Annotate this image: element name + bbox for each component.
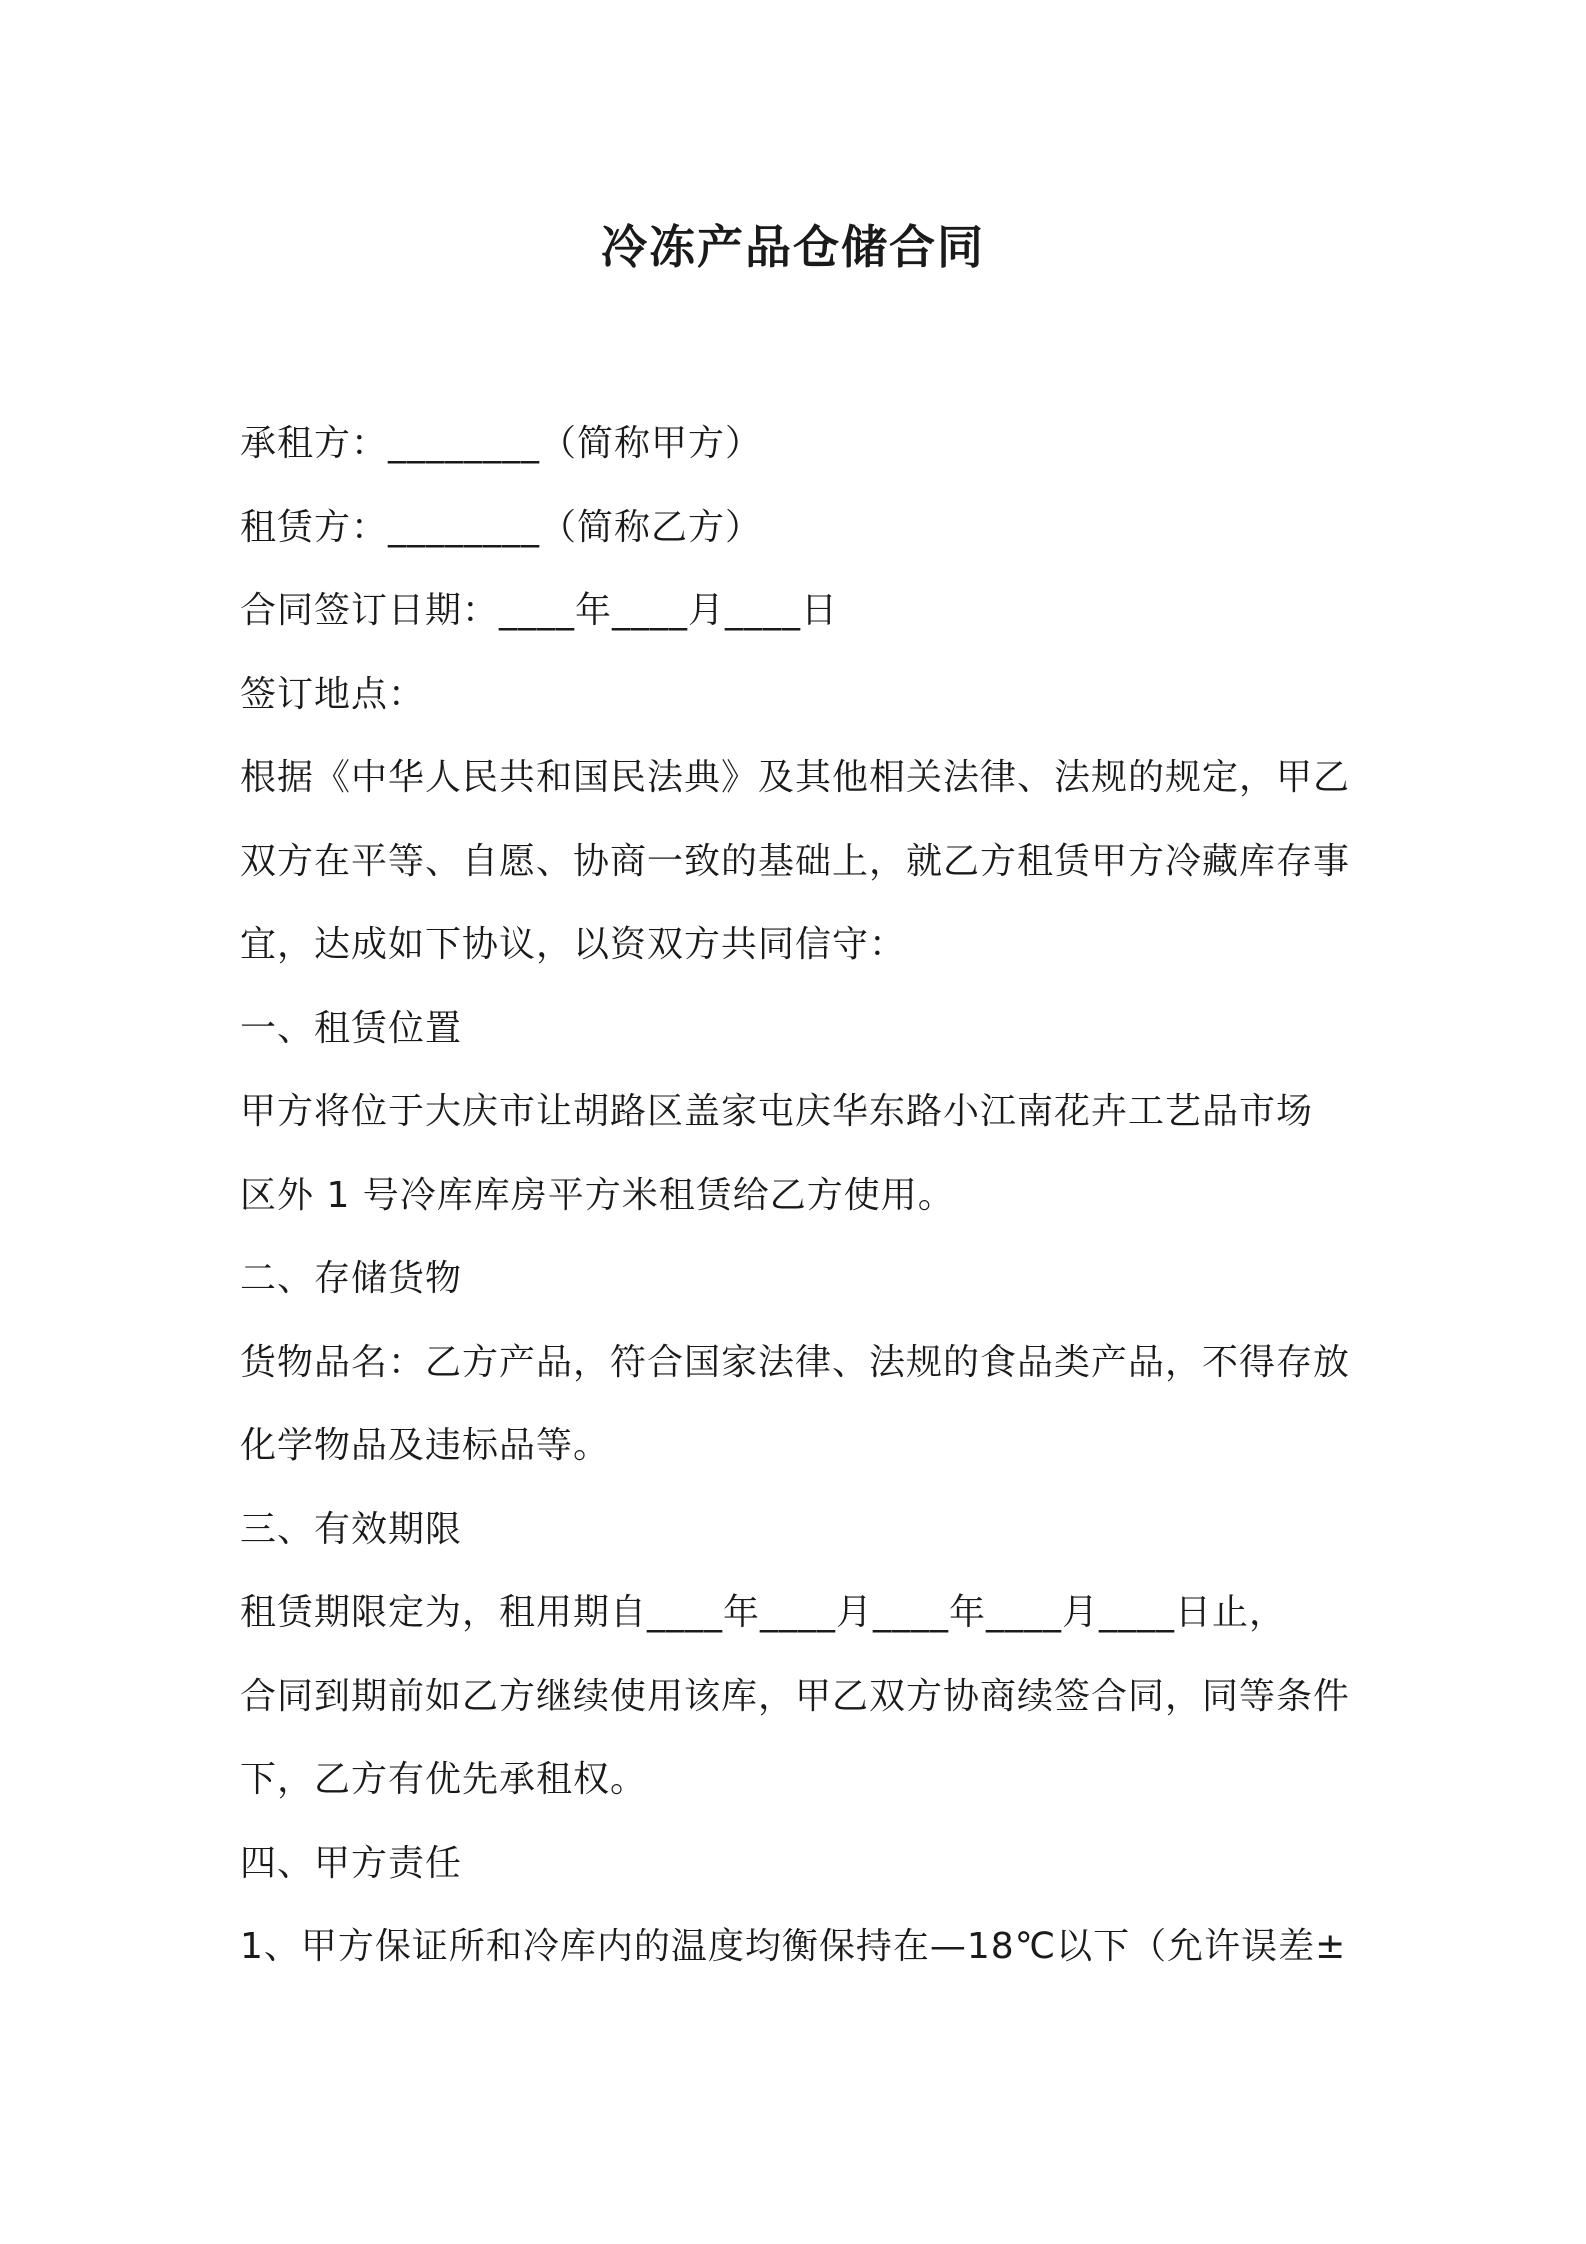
section-heading-party-a-duties: 四、甲方责任 <box>240 1842 463 1884</box>
lessor-line: 承租方：________（简称甲方） <box>240 423 763 464</box>
signing-place-line: 签订地点： <box>240 673 426 715</box>
goods-text-line: 化学物品及违标品等。 <box>240 1425 611 1466</box>
duty-item-line: 1、甲方保证所和冷库内的温度均衡保持在—18℃以下（允许误差± <box>240 1926 1347 1967</box>
location-text-line: 区外 1 号冷库库房平方米租赁给乙方使用。 <box>240 1174 955 1216</box>
document-title: 冷冻产品仓储合同 <box>601 220 985 274</box>
preamble-line: 根据《中华人民共和国民法典》及其他相关法律、法规的规定，甲乙 <box>240 757 1351 798</box>
section-heading-term: 三、有效期限 <box>240 1508 463 1550</box>
preamble-line: 双方在平等、自愿、协商一致的基础上，就乙方租赁甲方冷藏库存事 <box>240 840 1351 882</box>
term-text-line: 下，乙方有优先承租权。 <box>240 1759 648 1800</box>
preamble-line: 宜，达成如下协议，以资双方共同信守： <box>240 924 907 965</box>
signing-date-line: 合同签订日期：____年____月____日 <box>240 590 839 631</box>
lessee-line: 租赁方：________（简称乙方） <box>240 506 763 548</box>
term-text-line: 合同到期前如乙方继续使用该库，甲乙双方协商续签合同，同等条件 <box>240 1675 1351 1717</box>
document-body <box>240 402 1360 1989</box>
location-text-line: 甲方将位于大庆市让胡路区盖家屯庆华东路小江南花卉工艺品市场 <box>240 1091 1314 1132</box>
section-heading-location: 一、租赁位置 <box>240 1007 463 1049</box>
goods-text-line: 货物品名：乙方产品，符合国家法律、法规的食品类产品，不得存放 <box>240 1341 1351 1383</box>
section-heading-goods: 二、存储货物 <box>240 1258 463 1299</box>
term-text-line: 租赁期限定为，租用期自____年____月____年____月____日止， <box>240 1592 1287 1633</box>
